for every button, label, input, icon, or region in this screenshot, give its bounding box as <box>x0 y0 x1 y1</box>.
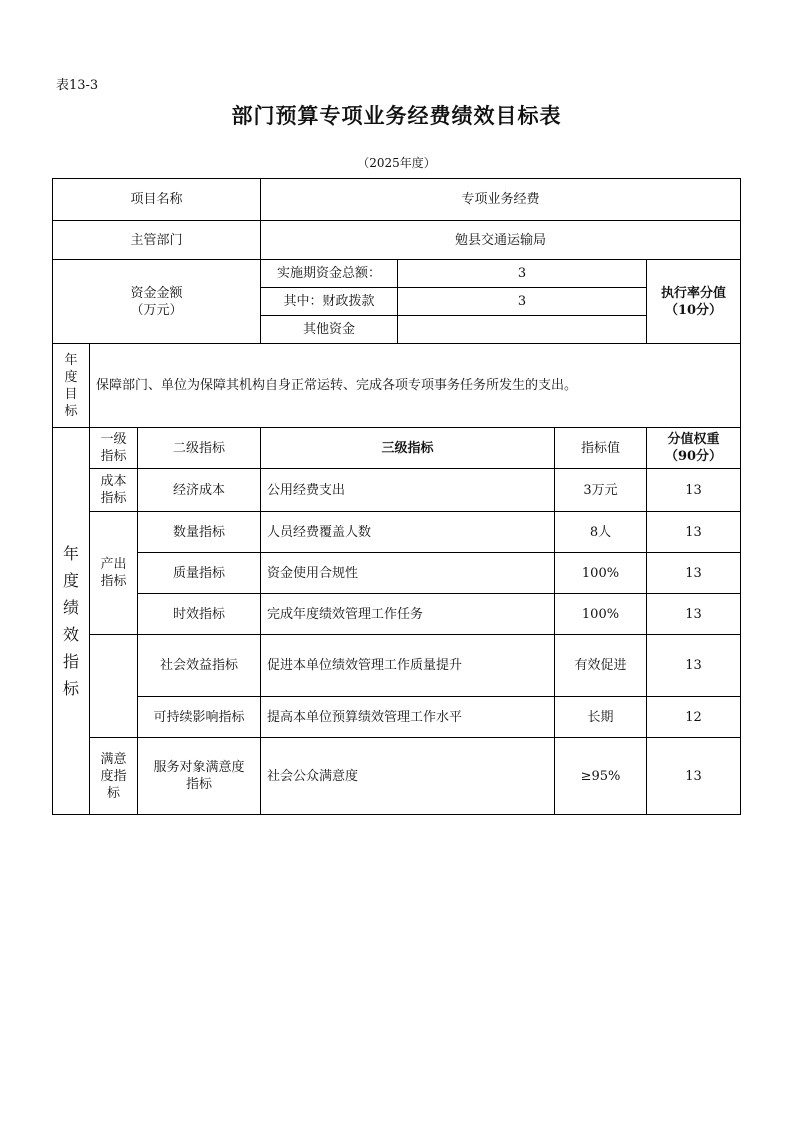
funds-amount-label <box>52 260 261 344</box>
funds-label-line2: （万元） <box>130 302 183 318</box>
header-weight-line1: 分值权重 <box>667 432 720 447</box>
header-weight <box>647 428 741 469</box>
table-row-value: 8人 <box>555 512 647 553</box>
indicators-char-4: 效 <box>62 625 79 644</box>
annual-goal-char-3: 目 <box>64 386 78 402</box>
output-group-line1: 产出 <box>100 557 127 572</box>
other-funds-label: 其他资金 <box>261 316 398 344</box>
execution-rate-line2: （10分） <box>664 302 723 318</box>
table-row-value: 100% <box>555 553 647 594</box>
table-row-level2: 社会效益指标 <box>138 635 261 697</box>
table-row-level2: 质量指标 <box>138 553 261 594</box>
table-row-value: 有效促进 <box>555 635 647 697</box>
table-row-weight: 13 <box>647 512 741 553</box>
fiscal-allocation-value: 3 <box>398 288 647 316</box>
cost-indicators-group <box>90 469 138 512</box>
table-row-level3: 公用经费支出 <box>261 469 555 512</box>
header-level1-line1: 一级 <box>100 432 127 447</box>
header-weight-line2: （90分） <box>664 449 723 464</box>
fiscal-year-note: （2025年度） <box>357 156 436 170</box>
indicators-char-3: 绩 <box>62 598 79 617</box>
cost-group-line2: 指标 <box>100 491 127 506</box>
satisfaction-indicators-group <box>90 738 138 815</box>
cost-group-line1: 成本 <box>100 474 127 489</box>
indicators-char-2: 度 <box>62 571 79 590</box>
header-level2: 二级指标 <box>138 428 261 469</box>
project-name-label: 项目名称 <box>52 178 261 221</box>
table-row-value: 3万元 <box>555 469 647 512</box>
annual-goal-char-4: 标 <box>64 403 78 419</box>
satisfaction-level2-line2: 指标 <box>185 777 212 792</box>
satisfaction-group-line1: 满意 <box>100 751 127 767</box>
output-indicators-group <box>90 512 138 635</box>
department-label: 主管部门 <box>52 221 261 260</box>
table-row-level2: 数量指标 <box>138 512 261 553</box>
table-row-level2: 经济成本 <box>138 469 261 512</box>
annual-goal-char-1: 年 <box>64 352 78 368</box>
indicators-char-6: 标 <box>62 679 79 698</box>
satisfaction-level2-line1: 服务对象满意度 <box>153 760 245 775</box>
annual-goal-text: 保障部门、单位为保障其机构自身正常运转、完成各项专项事务任务所发生的支出。 <box>90 344 741 428</box>
table-row-level3: 人员经费覆盖人数 <box>261 512 555 553</box>
table-row-level2: 可持续影响指标 <box>138 697 261 738</box>
total-funds-value: 3 <box>398 260 647 288</box>
table-row-level3: 提高本单位预算绩效管理工作水平 <box>261 697 555 738</box>
table-row-level2 <box>138 738 261 815</box>
effect-indicators-group <box>90 635 138 738</box>
satisfaction-group-line3: 标 <box>106 785 120 801</box>
table-row-weight: 13 <box>647 738 741 815</box>
execution-rate-line1: 执行率分值 <box>660 285 726 301</box>
table-row-level3: 完成年度绩效管理工作任务 <box>261 594 555 635</box>
satisfaction-group-line2: 度指 <box>100 768 127 784</box>
indicators-char-5: 指 <box>62 652 79 671</box>
annual-performance-indicators-label <box>52 428 90 815</box>
department-value: 勉县交通运输局 <box>261 221 741 260</box>
other-funds-value <box>398 316 647 344</box>
table-row-value: 100% <box>555 594 647 635</box>
table-row-level3: 促进本单位绩效管理工作质量提升 <box>261 635 555 697</box>
performance-target-table <box>52 178 741 815</box>
header-level1-line2: 指标 <box>100 449 127 464</box>
form-number-label: 表13-3 <box>56 78 99 93</box>
table-row-level2: 时效指标 <box>138 594 261 635</box>
table-row-weight: 13 <box>647 553 741 594</box>
table-row-weight: 12 <box>647 697 741 738</box>
total-funds-label: 实施期资金总额： <box>261 260 398 288</box>
annual-goal-char-2: 度 <box>64 369 78 385</box>
execution-rate-score <box>647 260 741 344</box>
table-row-level3: 社会公众满意度 <box>261 738 555 815</box>
table-row-weight: 13 <box>647 635 741 697</box>
project-name-value: 专项业务经费 <box>261 178 741 221</box>
indicators-char-1: 年 <box>62 544 79 563</box>
annual-goal-label <box>52 344 90 428</box>
page-title: 部门预算专项业务经费绩效目标表 <box>231 103 562 128</box>
table-row-value: 长期 <box>555 697 647 738</box>
table-row-weight: 13 <box>647 469 741 512</box>
output-group-line2: 指标 <box>100 574 127 589</box>
header-level1 <box>90 428 138 469</box>
fiscal-allocation-label: 其中：财政拨款 <box>261 288 398 316</box>
table-row-level3: 资金使用合规性 <box>261 553 555 594</box>
funds-label-line1: 资金金额 <box>130 285 183 301</box>
table-row-value: ≥95% <box>555 738 647 815</box>
header-level3: 三级指标 <box>261 428 555 469</box>
table-row-weight: 13 <box>647 594 741 635</box>
header-value: 指标值 <box>555 428 647 469</box>
